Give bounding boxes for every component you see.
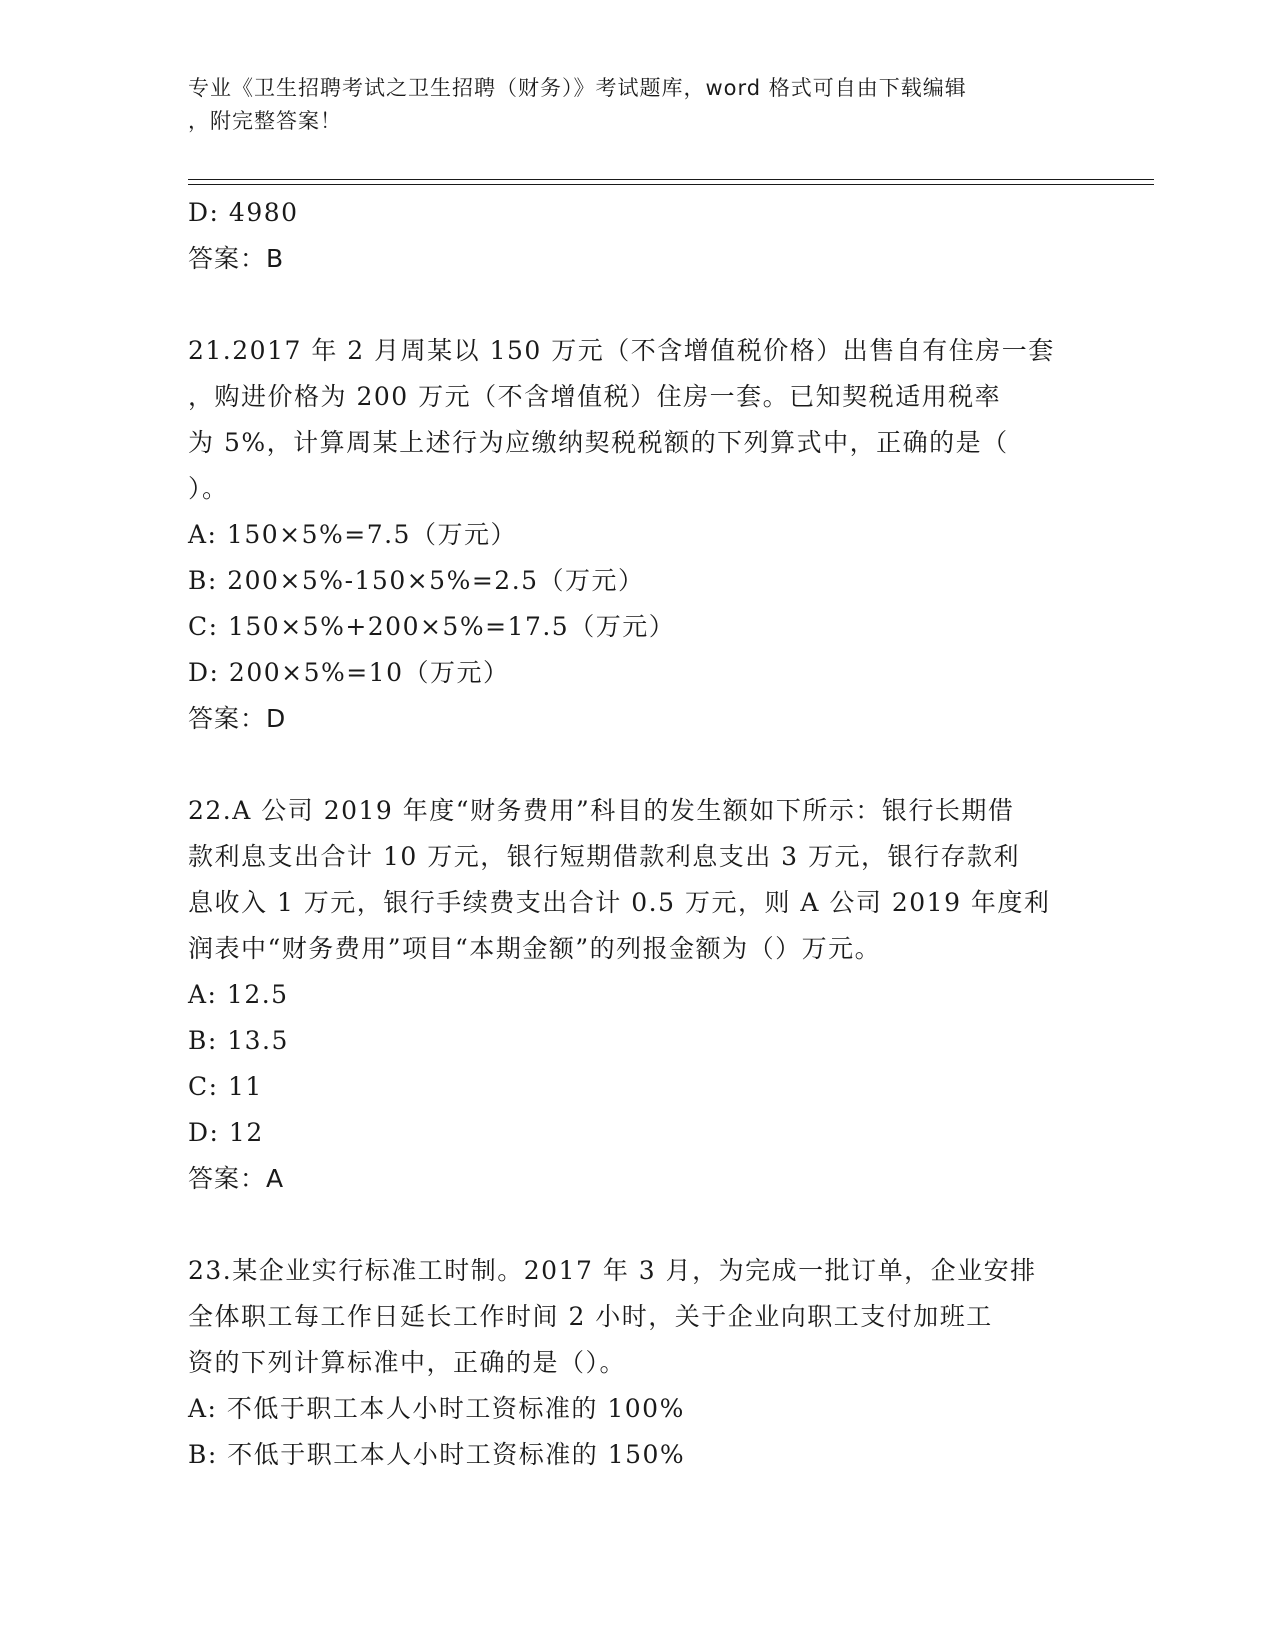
option-b: B: 13.5: [188, 1026, 289, 1055]
question-stem-line: 为 5%，计算周某上述行为应缴纳契税税额的下列算式中，正确的是（: [188, 428, 1009, 457]
header-line-1: 专业《卫生招聘考试之卫生招聘（财务）》考试题库，word 格式可自由下载编辑: [188, 76, 967, 100]
question-stem-line: 22.A 公司 2019 年度“财务费用”科目的发生额如下所示：银行长期借: [188, 796, 1015, 825]
header-rule-bottom: [188, 184, 1154, 185]
option-b: B: 不低于职工本人小时工资标准的 150%: [188, 1440, 686, 1469]
spacer: [188, 742, 1088, 788]
option-a: A: 不低于职工本人小时工资标准的 100%: [188, 1394, 685, 1423]
option-d: D: 12: [188, 1118, 264, 1147]
answer: 答案：D: [188, 704, 287, 733]
question-stem-line: ）。: [188, 474, 229, 503]
question-23: [188, 1248, 1088, 1478]
question-stem-line: 息收入 1 万元，银行手续费支出合计 0.5 万元，则 A 公司 2019 年度利: [188, 888, 1051, 917]
document-body: [188, 190, 1088, 1478]
question-stem-line: 23.某企业实行标准工时制。2017 年 3 月，为完成一批订单，企业安排: [188, 1256, 1037, 1285]
answer: 答案：B: [188, 244, 285, 273]
question-22: [188, 788, 1088, 1202]
option-d: D: 200×5%=10（万元）: [188, 658, 510, 687]
header-line-2: ，附完整答案！: [188, 109, 342, 133]
option-c: C: 11: [188, 1072, 263, 1101]
document-header: [188, 72, 1088, 138]
question-stem-line: 全体职工每工作日延长工作时间 2 小时，关于企业向职工支付加班工: [188, 1302, 993, 1331]
question-21: [188, 328, 1088, 742]
header-rule-top: [188, 179, 1154, 180]
previous-question-tail: [188, 190, 1088, 282]
question-stem-line: 款利息支出合计 10 万元，银行短期借款利息支出 3 万元，银行存款利: [188, 842, 1021, 871]
question-stem-line: 资的下列计算标准中，正确的是（）。: [188, 1348, 627, 1377]
option-a: A: 150×5%=7.5（万元）: [188, 520, 517, 549]
answer: 答案：A: [188, 1164, 285, 1193]
question-stem-line: 润表中“财务费用”项目“本期金额”的列报金额为（）万元。: [188, 934, 882, 963]
spacer: [188, 1202, 1088, 1248]
option-b: B: 200×5%-150×5%=2.5（万元）: [188, 566, 645, 595]
spacer: [188, 282, 1088, 328]
question-stem-line: ，购进价格为 200 万元（不含增值税）住房一套。已知契税适用税率: [188, 382, 1002, 411]
option-d: D: 4980: [188, 198, 299, 227]
option-a: A: 12.5: [188, 980, 289, 1009]
option-c: C: 150×5%+200×5%=17.5（万元）: [188, 612, 676, 641]
question-stem-line: 21.2017 年 2 月周某以 150 万元（不含增值税价格）出售自有住房一套: [188, 336, 1055, 365]
